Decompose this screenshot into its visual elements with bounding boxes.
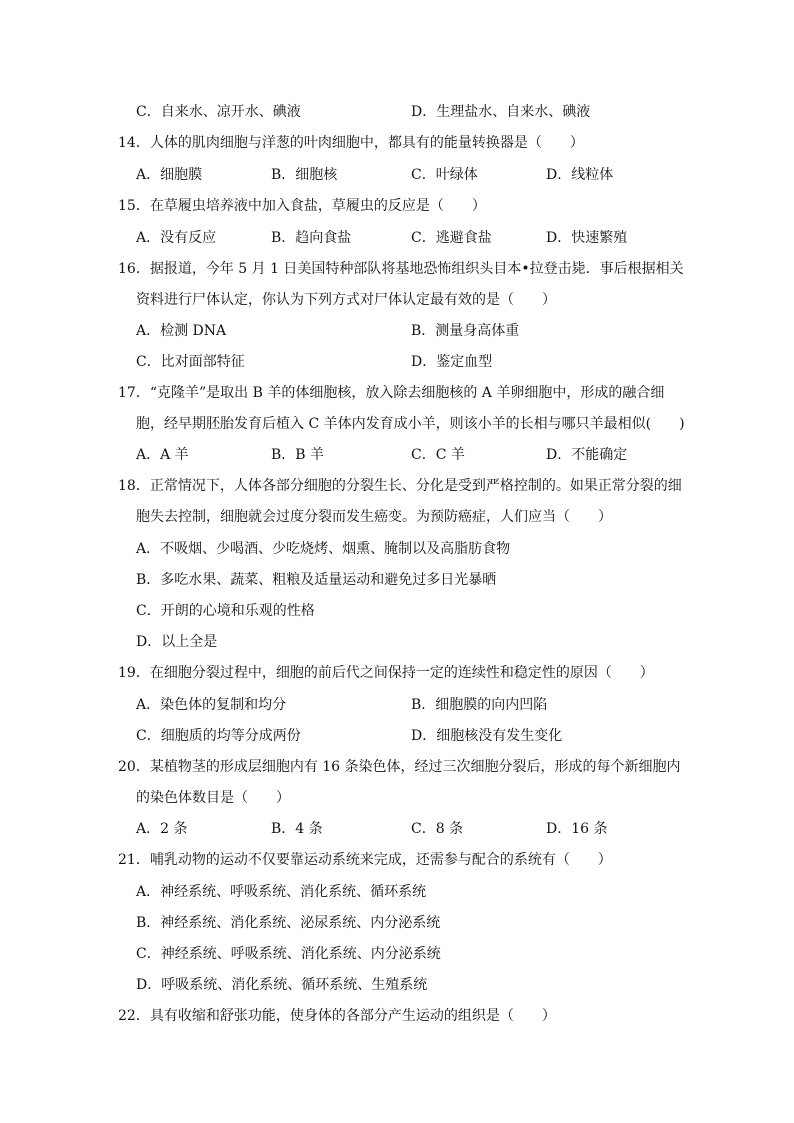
q16b-text: 资料进行尸体认定，你认为下列方式对尸体认定最有效的是（ ） [136, 292, 556, 308]
q17-opts-option-2: C．C 羊 [411, 447, 465, 463]
q17-opts-option-0: A．A 羊 [136, 447, 189, 463]
q14-opts-option-3: D．线粒体 [546, 167, 614, 183]
q15-opts-option-2: C．逃避食盐 [411, 230, 492, 246]
q16-opts2-option-1: D．鉴定血型 [411, 354, 493, 370]
q19-opts2-option-0: C．细胞质的均等分成两份 [136, 728, 301, 744]
q20a-text: 20．某植物茎的形成层细胞内有 16 条染色体，经过三次细胞分裂后，形成的每个新细胞内 [118, 759, 681, 775]
q20-opts-option-0: A．2 条 [136, 821, 188, 837]
q16a-text: 16．据报道，今年 5 月 1 日美国特种部队将基地恐怖组织头目本•拉登击毙．事后根据相关 [118, 261, 684, 277]
q21-B-text: B．神经系统、消化系统、泌尿系统、内分泌系统 [136, 915, 441, 931]
q18-C-text: C．开朗的心境和乐观的性格 [136, 603, 315, 619]
q17b-text: 胞，经早期胚胎发育后植入 C 羊体内发育成小羊，则该小羊的长相与哪只羊最相似( ) [136, 416, 685, 432]
q20b-text: 的染色体数目是（ ） [136, 790, 290, 806]
q16-opts1-option-0: A．检测 DNA [136, 323, 227, 339]
q21-C-text: C．神经系统、呼吸系统、消化系统、内分泌系统 [136, 946, 441, 962]
q13-opts-option-1: D．生理盐水、自来水、碘液 [411, 104, 591, 120]
q21-D-text: D．呼吸系统、消化系统、循环系统、生殖系统 [136, 977, 428, 993]
q20-opts-option-3: D．16 条 [546, 821, 608, 837]
q18-A-text: A．不吸烟、少喝酒、少吃烧烤、烟熏、腌制以及高脂肪食物 [136, 541, 511, 557]
q22-text: 22．具有收缩和舒张功能，使身体的各部分产生运动的组织是（ ） [118, 1008, 556, 1024]
q15-opts-option-1: B．趋向食盐 [271, 230, 352, 246]
q16-opts1-option-1: B．测量身高体重 [411, 323, 520, 339]
q14-opts-option-1: B．细胞核 [271, 167, 338, 183]
q18-B-text: B．多吃水果、蔬菜、粗粮及适量运动和避免过多日光暴晒 [136, 572, 497, 588]
q14-text: 14．人体的肌肉细胞与洋葱的叶肉细胞中，都具有的能量转换器是（ ） [118, 135, 584, 151]
q19-text: 19．在细胞分裂过程中，细胞的前后代之间保持一定的连续性和稳定性的原因（ ） [118, 665, 654, 681]
q17-opts-option-3: D．不能确定 [546, 447, 628, 463]
q20-opts-option-1: B．4 条 [271, 821, 323, 837]
q14-opts-option-0: A．细胞膜 [136, 167, 203, 183]
q14-opts-option-2: C．叶绿体 [411, 167, 478, 183]
q19-opts1-option-1: B．细胞膜的向内凹陷 [411, 697, 548, 713]
q16-opts2-option-0: C．比对面部特征 [136, 354, 245, 370]
q21-A-text: A．神经系统、呼吸系统、消化系统、循环系统 [136, 884, 427, 900]
q21-text: 21．哺乳动物的运动不仅要靠运动系统来完成，还需参与配合的系统有（ ） [118, 852, 612, 868]
q18-D-text: D．以上全是 [136, 634, 218, 650]
q15-opts-option-3: D．快速繁殖 [546, 230, 628, 246]
q19-opts1-option-0: A．染色体的复制和均分 [136, 697, 287, 713]
q17a-text: 17．“克隆羊”是取出 B 羊的体细胞核，放入除去细胞核的 A 羊卵细胞中，形成的融合细 [118, 385, 665, 401]
q13-opts-option-0: C．自来水、凉开水、碘液 [136, 104, 301, 120]
q15-text: 15．在草履虫培养液中加入食盐，草履虫的反应是（ ） [118, 198, 486, 214]
q17-opts-option-1: B．B 羊 [271, 447, 325, 463]
q18b-text: 胞失去控制，细胞就会过度分裂而发生癌变。为预防癌症，人们应当（ ） [136, 509, 612, 525]
q15-opts-option-0: A．没有反应 [136, 230, 217, 246]
q18a-text: 18．正常情况下，人体各部分细胞的分裂生长、分化是受到严格控制的。如果正常分裂的细 [118, 478, 682, 494]
q20-opts-option-2: C．8 条 [411, 821, 464, 837]
q19-opts2-option-1: D．细胞核没有发生变化 [411, 728, 563, 744]
